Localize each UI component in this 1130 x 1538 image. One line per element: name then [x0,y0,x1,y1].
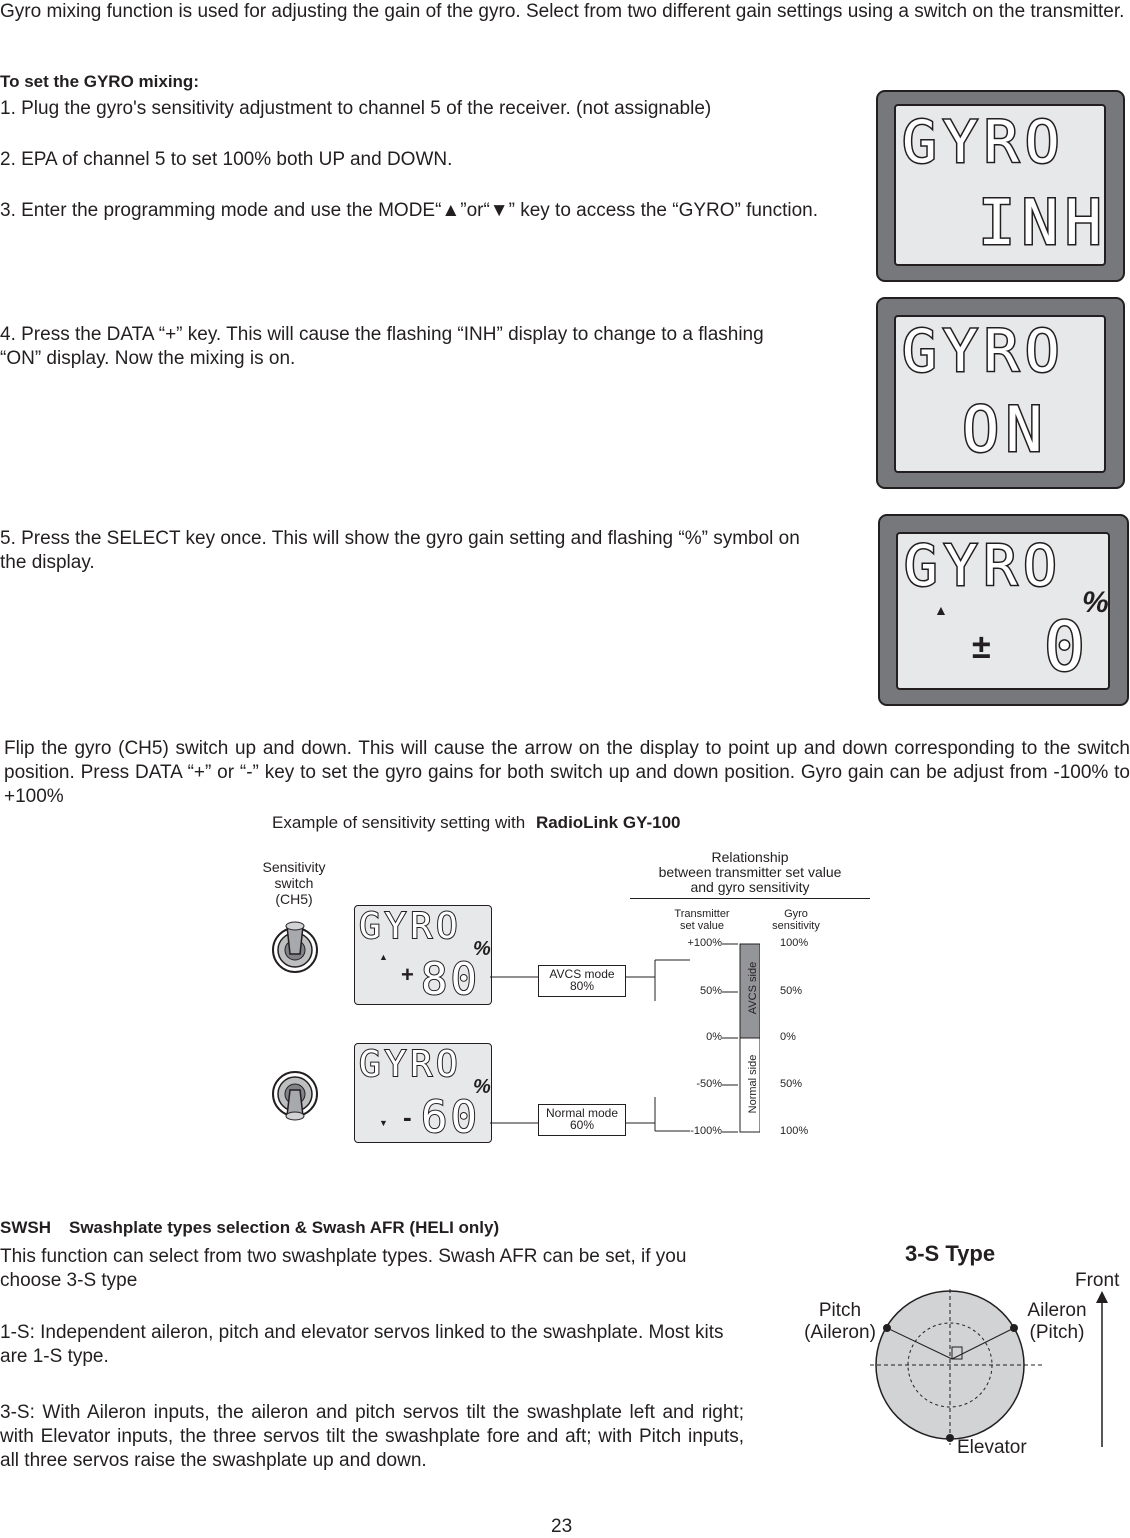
lcd-example-down: GYRO % ▼ - 60 [354,1043,492,1143]
normal-side-label: Normal side [747,1054,759,1114]
front-label: Front [1075,1270,1120,1291]
column-transmitter: Transmitter set value [674,908,730,932]
tick-left: 50% [699,985,722,997]
tick-right: 100% [780,937,809,949]
avcs-side-label: AVCS side [747,961,759,1015]
lcd-display-inh [876,90,1125,282]
tick-left: 0% [706,1031,722,1043]
swsh-p3: 3-S: With Aileron inputs, the aileron and pitch servos tilt the swashplate left and right; with Elevator inputs, the three servos tilt the swashplate fore and aft; with Pitch inputs, all three servos raise the swashplate up and down. [0,1402,744,1471]
plus-icon: + [401,962,414,987]
swsh-p1: This function can select from two swashplate types. Swash AFR can be set, if you choose 3-S type [0,1246,687,1291]
avcs-mode-box: AVCS mode 80% [538,965,626,997]
aileron-label: Aileron (Pitch) [1027,1300,1087,1343]
caption-model: RadioLink GY-100 [535,813,681,832]
lcd-line2: INH [978,186,1108,259]
page-number: 23 [551,1516,573,1537]
step-4: 4. Press the DATA “+” key. This will cause the flashing “INH” display to change to a flashing “ON” display. Now the mixing is on. [0,324,764,369]
percent-symbol: % [473,1076,491,1098]
diagram-title: 3-S Type [905,1241,996,1266]
example-caption [272,813,681,833]
lcd-line1: GYRO [902,317,1066,385]
lcd-line2: ON [962,393,1049,466]
step-1: 1. Plug the gyro's sensitivity adjustment to channel 5 of the receiver. (not assignable) [0,98,712,119]
tick-right: 100% [780,1125,809,1137]
swsh-p2: 1-S: Independent aileron, pitch and elevator servos linked to the swashplate. Most kits are 1-S type. [0,1322,724,1367]
lcd-line1: GYRO [904,534,1063,599]
plus-minus-icon: ± [972,628,991,666]
gain-value: 60 [421,1092,480,1143]
tick-left: -100% [690,1125,722,1137]
gain-value: 80 [421,954,480,1005]
normal-mode-box: Normal mode 60% [538,1104,626,1136]
minus-icon: - [403,1102,412,1132]
caption-prefix: Example of sensitivity setting with [272,813,526,832]
elevator-label: Elevator [957,1437,1027,1458]
tick-right: 50% [780,985,803,997]
pitch-label: Pitch (Aileron) [804,1300,876,1343]
tick-left: +100% [687,937,722,949]
lcd-example-up: GYRO % ▲ + 80 [354,905,492,1005]
swashplate-diagram [860,1285,1110,1460]
step-2: 2. EPA of channel 5 to set 100% both UP and DOWN. [0,149,453,170]
toggle-switch-up-icon [270,918,320,978]
arrow-down-icon: ▼ [379,1118,388,1128]
lcd-line1: GYRO [902,108,1066,176]
toggle-switch-down-icon [270,1066,320,1126]
arrow-up-icon: ▲ [934,602,948,618]
flip-text: Flip the gyro (CH5) switch up and down. This will cause the arrow on the display to point up and down corresponding to the switch position. Press DATA “+” or “-” key to set the gyro gains for both switch up and down position. Gyro gain can be adjust from -100% to +100% [4,738,1130,807]
arrow-up-icon: ▲ [379,952,388,962]
lcd-display-gain [878,514,1129,706]
intro-text: Gyro mixing function is used for adjusting the gain of the gyro. Select from two different gain settings using a switch on the transmitter. [0,1,1125,22]
switch-label: Sensitivity switch (CH5) [262,859,326,907]
swsh-heading: SWSH Swashplate types selection & Swash AFR (HELI only) [0,1218,500,1237]
step-3: 3. Enter the programming mode and use the MODE“▲”or“▼” key to access the “GYRO” function. [0,200,818,221]
gain-value: 0 [1044,608,1091,687]
tick-right: 0% [780,1031,796,1043]
step-5: 5. Press the SELECT key once. This will show the gyro gain setting and flashing “%” symbol on the display. [0,528,800,573]
set-heading: To set the GYRO mixing: [0,72,199,91]
tick-left: -50% [696,1078,722,1090]
percent-symbol: % [473,938,491,960]
column-gyro: Gyro sensitivity [772,908,820,932]
tick-right: 50% [780,1078,803,1090]
relationship-title: Relationship between transmitter set value and gyro sensitivity [630,850,870,899]
lcd-display-on [876,297,1125,489]
percent-symbol: % [1082,586,1109,619]
